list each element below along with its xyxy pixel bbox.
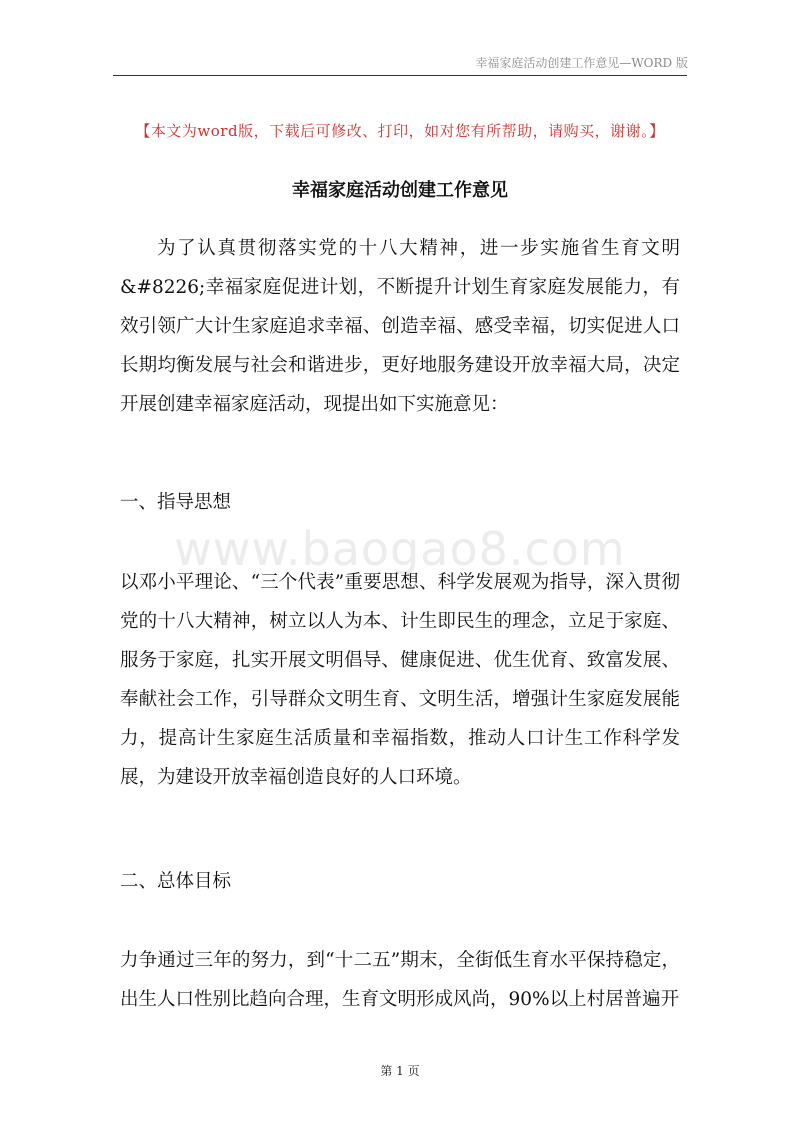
intro-paragraph: 为了认真贯彻落实党的十八大精神，进一步实施省生育文明&#8226;幸福家庭促进计划，不断提升计划生育家庭发展能力，有效引领广大计生家庭追求幸福、创造幸福、感受幸福，切实促进人口长期均衡发展与社会和谐进步，更好地服务建设开放幸福大局，决定开展创建幸福家庭活动，现提出如下实施意见： bbox=[120, 238, 680, 415]
purchase-notice: 【本文为word版，下载后可修改、打印，如对您有所帮助，请购买，谢谢。】 bbox=[135, 122, 665, 140]
page-number: 第 1 页 bbox=[380, 1064, 420, 1078]
watermark: www.baogao8.com bbox=[174, 522, 626, 576]
running-header: 幸福家庭活动创建工作意见—WORD 版 bbox=[475, 56, 688, 70]
section-heading-overall-goal: 二、总体目标 bbox=[120, 871, 232, 892]
document-title: 幸福家庭活动创建工作意见 bbox=[292, 180, 508, 201]
section-body-overall-goal: 力争通过三年的努力，到“十二五”期末，全街低生育水平保持稳定，出生人口性别比趋向合理，生育文明形成风尚，90%以上村居普遍开 bbox=[120, 950, 680, 1010]
section-heading-guiding-ideology: 一、指导思想 bbox=[120, 492, 232, 513]
header-divider bbox=[113, 75, 687, 76]
section-body-guiding-ideology: 以邓小平理论、“三个代表”重要思想、科学发展观为指导，深入贯彻党的十八大精神，树立以人为本、计生即民生的理念，立足于家庭、服务于家庭，扎实开展文明倡导、健康促进、优生优育、致富发展、奉献社会工作，引导群众文明生育、文明生活，增强计生家庭发展能力，提高计生家庭生活质量和幸福指数，推动人口计生工作科学发展，为建设开放幸福创造良好的人口环境。 bbox=[120, 572, 680, 788]
